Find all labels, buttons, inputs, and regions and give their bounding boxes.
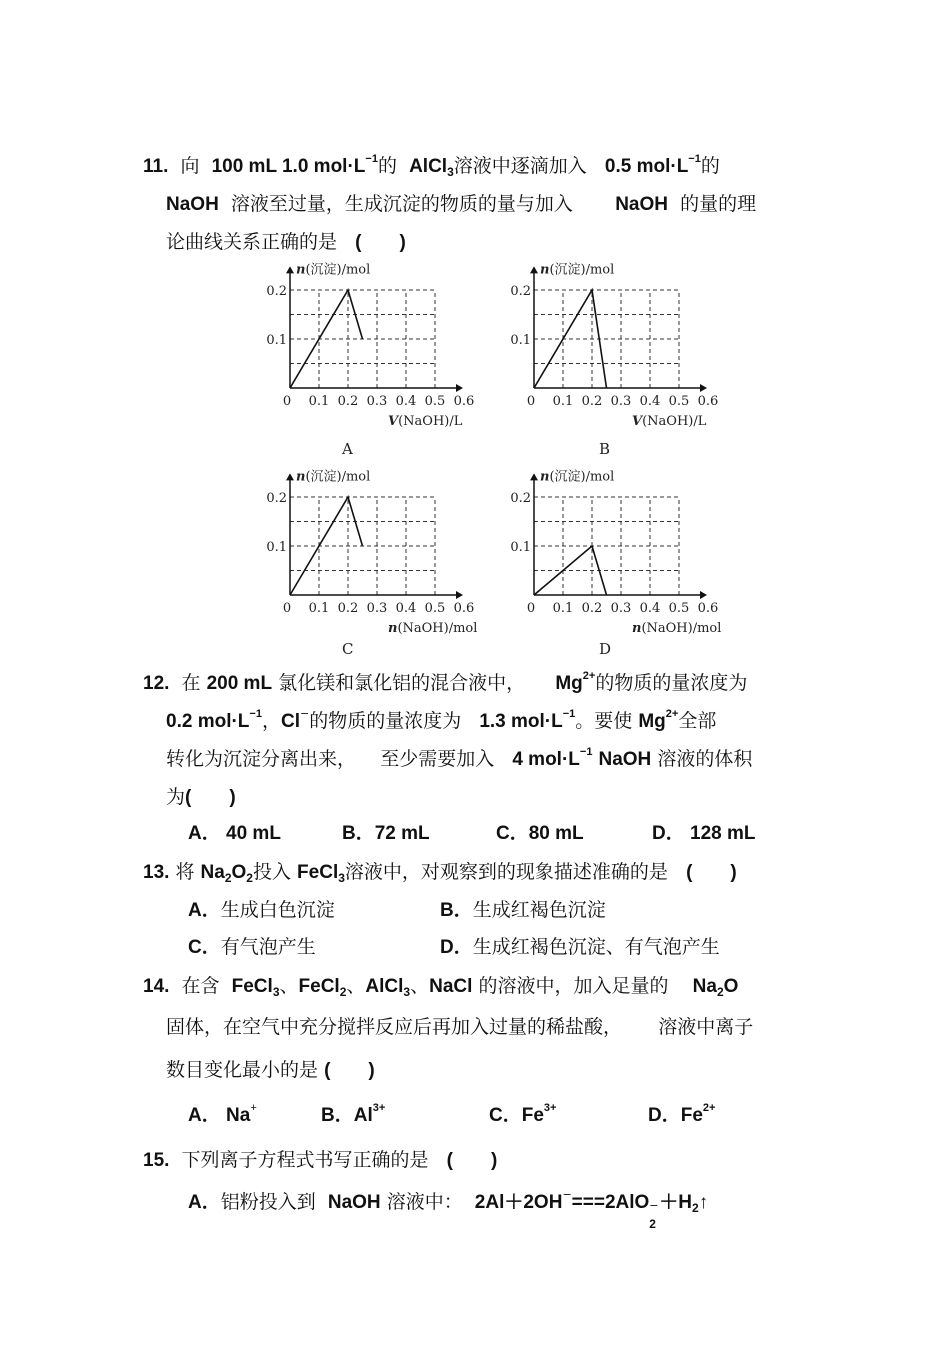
- x-tick-label: 0.3: [366, 601, 388, 616]
- q14-line-1: [143, 974, 738, 999]
- text: 的: [377, 155, 397, 177]
- q14-option-b[interactable]: [321, 1104, 385, 1128]
- option-letter: A．: [188, 1192, 221, 1213]
- superscript: −: [299, 707, 310, 720]
- text: 溶液中，对观察到的现象描述准确的是: [344, 861, 668, 883]
- x-tick-label: 0.6: [453, 394, 475, 409]
- option-letter: B．: [440, 900, 473, 921]
- subscript: 2: [224, 871, 232, 885]
- x-tick-label: 0.2: [581, 394, 603, 409]
- q15-line-1: [143, 1148, 497, 1173]
- text: 的物质的量浓度为: [595, 672, 748, 694]
- x-tick-label: 0.4: [395, 601, 417, 616]
- q14-option-d[interactable]: [648, 1104, 715, 1128]
- x-axis-label: V(NaOH)/L: [388, 414, 463, 429]
- subscript: 2: [692, 1201, 699, 1215]
- option-text: 80 mL: [528, 823, 584, 844]
- formula: ===2AlO: [571, 1192, 650, 1213]
- option-letter: C．: [496, 823, 529, 844]
- formula: NaOH: [598, 749, 652, 770]
- question-number: 13.: [143, 862, 170, 883]
- superscript: −1: [579, 746, 593, 758]
- answer-blank: ( ): [355, 232, 406, 253]
- question-number: 11.: [143, 156, 169, 177]
- answer-blank: ( ): [324, 1060, 375, 1081]
- answer-blank: ( ): [446, 1150, 498, 1171]
- formula: FeCl: [231, 976, 273, 997]
- x-axis-arrow: [456, 384, 463, 392]
- q14-option-a[interactable]: [188, 1104, 257, 1128]
- formula: FeCl: [297, 862, 339, 883]
- y-tick-label: 0.2: [510, 491, 531, 506]
- text: 的物质的量浓度为: [309, 710, 462, 732]
- subscript: 2: [339, 985, 347, 999]
- x-tick-label: 0.1: [552, 601, 574, 616]
- x-tick-label: 0.6: [453, 601, 475, 616]
- formula: ＋H: [659, 1192, 693, 1213]
- formula: Mg: [638, 711, 666, 732]
- x-tick-label: 0.1: [308, 601, 330, 616]
- caption-c: C: [342, 640, 354, 658]
- option-text: 40 mL: [226, 823, 281, 844]
- text: 向: [180, 155, 200, 177]
- option-text: Fe: [521, 1105, 544, 1126]
- y-tick-label: 0.1: [266, 333, 287, 348]
- question-number: 15.: [143, 1150, 170, 1171]
- x-tick-label: 0.5: [668, 601, 690, 616]
- text: 、: [346, 975, 366, 997]
- subscript: 2: [716, 985, 724, 999]
- q13-option-c[interactable]: [188, 935, 316, 960]
- option-text: Na: [226, 1105, 251, 1126]
- text: 固体，在空气中充分搅拌反应后再加入过量的稀盐酸，: [166, 1016, 623, 1038]
- subscript: 3: [272, 985, 280, 999]
- q12-option-b[interactable]: [342, 822, 430, 846]
- text: 为: [166, 786, 186, 808]
- formula: 4 mol·L: [512, 749, 580, 770]
- y-axis-arrow: [286, 473, 294, 480]
- text: 溶液中离子: [658, 1016, 754, 1038]
- x-tick-label: 0.3: [610, 394, 632, 409]
- x-tick-label: 0.1: [308, 394, 330, 409]
- formula: 0.5 mol·L: [604, 156, 689, 177]
- text: 的量的理: [680, 193, 757, 215]
- x-tick-label: 0.5: [424, 601, 446, 616]
- subscript: 2: [246, 871, 253, 885]
- x-tick-label: 0: [282, 601, 292, 616]
- q12-option-a[interactable]: [188, 822, 281, 846]
- x-tick-label: 0.2: [337, 394, 359, 409]
- text: 数目变化最小的是: [166, 1059, 319, 1081]
- x-tick-label: 0.2: [337, 601, 359, 616]
- q12-line-1: [143, 671, 747, 696]
- text: 。要使: [575, 710, 633, 732]
- q12-option-c[interactable]: [496, 822, 584, 846]
- y-axis-arrow: [530, 266, 538, 273]
- y-axis-label: n(沉淀)/mol: [296, 469, 371, 485]
- superscript: 2+: [665, 708, 679, 720]
- formula: 0.2 mol·L: [166, 711, 250, 732]
- text: 至少需要加入: [380, 748, 495, 770]
- option-letter: B．: [321, 1105, 354, 1126]
- option-letter: C．: [489, 1105, 522, 1126]
- superscript: −: [562, 1188, 572, 1201]
- text: 全部: [678, 710, 717, 732]
- x-tick-label: 0.6: [697, 601, 719, 616]
- superscript: 2+: [582, 670, 596, 682]
- formula: NaOH: [327, 1192, 381, 1213]
- y-axis-arrow: [530, 473, 538, 480]
- answer-blank: ( ): [686, 862, 737, 883]
- subscript: 3: [403, 985, 411, 999]
- x-axis-arrow: [456, 591, 463, 599]
- formula: 200 mL: [206, 673, 273, 694]
- x-tick-label: 0.4: [395, 394, 417, 409]
- formula: 2Al＋2OH: [474, 1192, 563, 1213]
- text: 、: [410, 975, 430, 997]
- y-tick-label: 0.2: [510, 284, 531, 299]
- x-tick-label: 0.1: [552, 394, 574, 409]
- superscript: −1: [562, 708, 576, 720]
- formula: O: [231, 862, 247, 883]
- formula: Na: [200, 862, 225, 883]
- text: 的: [700, 155, 720, 177]
- x-axis-arrow: [700, 384, 707, 392]
- chart-c: [266, 468, 477, 636]
- superscript: +: [250, 1102, 257, 1114]
- x-axis-label: V(NaOH)/L: [632, 414, 707, 429]
- q15-option-a[interactable]: A．铝粉投入到 NaOH 溶液中： 2Al＋2OH−===2AlO − 2 $+H_2↑$: [188, 1188, 709, 1231]
- x-tick-label: 0.3: [610, 601, 632, 616]
- subscript: 3: [447, 165, 454, 179]
- text: 转化为沉淀分离出来，: [166, 748, 357, 770]
- q14-option-c[interactable]: [489, 1104, 556, 1128]
- text: 投入: [252, 861, 291, 883]
- option-letter: D．: [440, 937, 473, 958]
- formula: 1.3 mol·L: [479, 711, 563, 732]
- chart-b: [510, 261, 718, 429]
- x-tick-label: 0.4: [639, 394, 661, 409]
- formula: NaOH: [166, 194, 219, 215]
- formula: AlCl: [365, 976, 404, 997]
- q14-line-3: [166, 1058, 375, 1083]
- text: 氯化镁和氯化铝的混合液中，: [278, 672, 526, 694]
- answer-blank: ( ): [185, 787, 236, 808]
- x-tick-label: 0.2: [581, 601, 603, 616]
- formula: ↑: [698, 1192, 709, 1213]
- x-tick-label: 0.3: [366, 394, 388, 409]
- x-axis-arrow: [700, 591, 707, 599]
- x-tick-label: 0: [526, 601, 536, 616]
- text: ，: [261, 710, 281, 732]
- text: 论曲线关系正确的是: [166, 231, 338, 253]
- q13-option-b[interactable]: [440, 898, 606, 923]
- formula: NaCl: [429, 976, 473, 997]
- q13-option-d[interactable]: [440, 935, 720, 960]
- text: 铝粉投入到: [220, 1191, 316, 1213]
- y-tick-label: 0.1: [266, 540, 287, 555]
- superscript: −1: [365, 153, 378, 165]
- option-letter: B．: [342, 823, 375, 844]
- caption-d: D: [599, 640, 612, 658]
- superscript: 2+: [702, 1102, 716, 1114]
- text: 溶液至过量，生成沉淀的物质的量与加入: [230, 193, 573, 215]
- option-letter: A．: [188, 1105, 221, 1126]
- x-tick-label: 0.5: [668, 394, 690, 409]
- option-text: 生成红褐色沉淀、有气泡产生: [472, 936, 720, 958]
- superscript: 3+: [543, 1102, 557, 1114]
- q13-line-1: [143, 860, 737, 885]
- formula: Mg: [555, 673, 583, 694]
- superscript: 3+: [372, 1102, 386, 1114]
- formula: AlCl: [409, 156, 448, 177]
- x-axis-label: n(NaOH)/mol: [388, 621, 478, 636]
- text: 溶液中：: [386, 1191, 463, 1213]
- text: 下列离子方程式书写正确的是: [181, 1149, 429, 1171]
- q12-option-d[interactable]: [652, 822, 756, 846]
- x-tick-label: 0: [526, 394, 536, 409]
- option-letter: A．: [188, 823, 221, 844]
- formula: FeCl: [298, 976, 340, 997]
- chart-d: [510, 468, 721, 636]
- q13-option-a[interactable]: [188, 898, 335, 923]
- text: 将: [175, 861, 195, 883]
- q14-line-2: [166, 1015, 753, 1039]
- text: 溶液的体积: [657, 748, 753, 770]
- q12-line-4: [166, 785, 236, 810]
- option-text: 有气泡产生: [220, 936, 316, 958]
- option-letter: A．: [188, 900, 221, 921]
- option-letter: D．: [652, 823, 685, 844]
- question-number: 14.: [143, 976, 170, 997]
- text: 在含: [181, 975, 220, 997]
- y-tick-label: 0.2: [266, 284, 287, 299]
- y-axis-label: n(沉淀)/mol: [296, 262, 371, 278]
- option-text: Al: [353, 1105, 373, 1126]
- option-text: 生成白色沉淀: [220, 899, 335, 921]
- q12-line-2: [166, 709, 716, 734]
- question-number: 12.: [143, 673, 170, 694]
- formula: Na: [692, 976, 717, 997]
- option-text: Fe: [680, 1105, 703, 1126]
- y-axis-arrow: [286, 266, 294, 273]
- formula: 100 mL 1.0 mol·L: [211, 156, 366, 177]
- y-axis-label: n(沉淀)/mol: [540, 469, 615, 485]
- x-axis-label: n(NaOH)/mol: [632, 621, 722, 636]
- y-tick-label: 0.1: [510, 333, 531, 348]
- option-text: 72 mL: [374, 823, 430, 844]
- option-text: 生成红褐色沉淀: [472, 899, 606, 921]
- text: 溶液中逐滴加入: [453, 155, 587, 177]
- charts-figure: [0, 0, 950, 665]
- q12-line-3: [166, 747, 752, 772]
- text: 、: [279, 975, 299, 997]
- formula: NaOH: [615, 194, 668, 215]
- text: 在: [181, 672, 201, 694]
- x-tick-label: 0.5: [424, 394, 446, 409]
- option-letter: C．: [188, 937, 221, 958]
- caption-a: A: [342, 440, 353, 458]
- y-tick-label: 0.2: [266, 491, 287, 506]
- chart-a: [266, 261, 474, 429]
- x-tick-label: 0.6: [697, 394, 719, 409]
- y-tick-label: 0.1: [510, 540, 531, 555]
- formula: Cl: [280, 711, 300, 732]
- formula: O: [723, 976, 739, 997]
- option-text: 128 mL: [690, 823, 756, 844]
- x-tick-label: 0: [282, 394, 292, 409]
- caption-b: B: [599, 440, 611, 458]
- x-tick-label: 0.4: [639, 601, 661, 616]
- superscript: −1: [249, 708, 262, 720]
- text: 的溶液中，加入足量的: [478, 975, 669, 997]
- superscript: −1: [688, 153, 701, 165]
- y-axis-label: n(沉淀)/mol: [540, 262, 615, 278]
- subscript: 3: [338, 871, 345, 885]
- option-letter: D．: [648, 1105, 681, 1126]
